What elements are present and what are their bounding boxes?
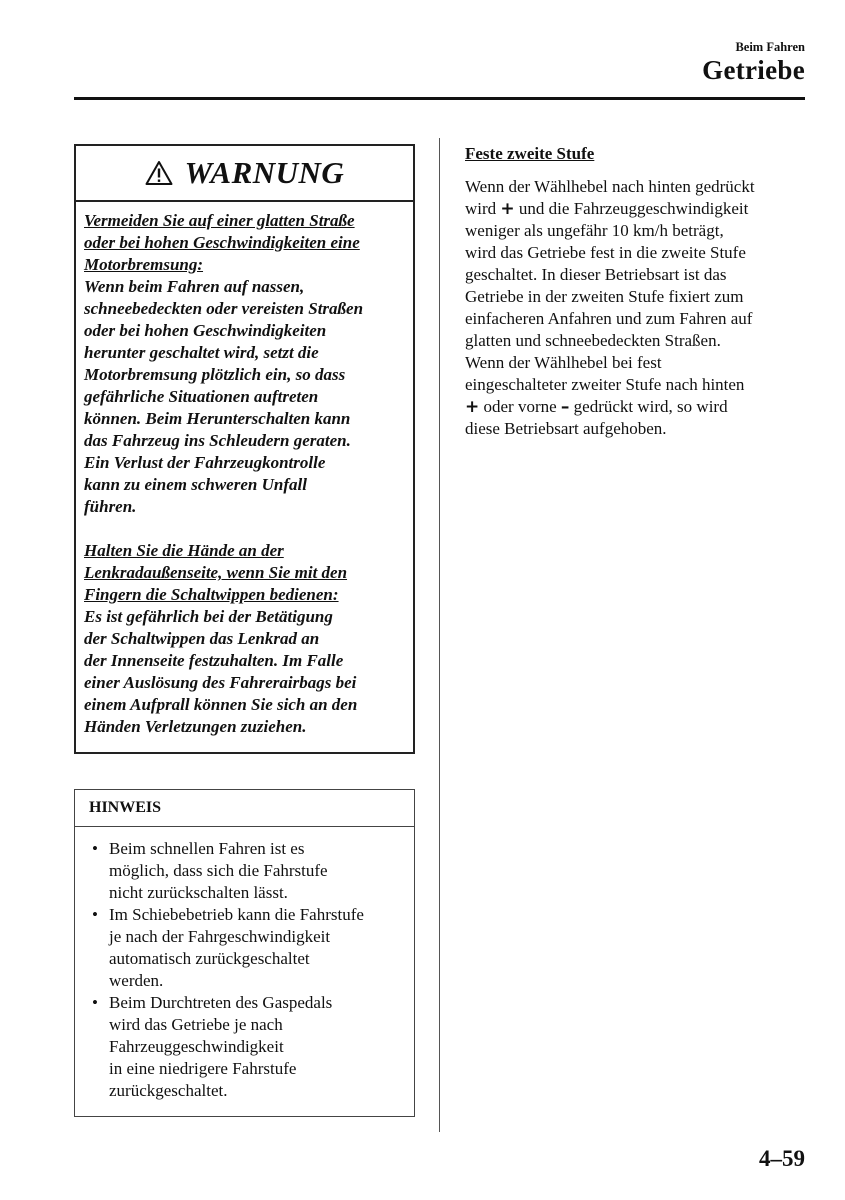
body-line: einfacheren Anfahren und zum Fahren auf	[465, 309, 753, 328]
warning-block-1	[84, 210, 405, 518]
warning-text-line: gefährliche Situationen auftreten	[84, 387, 319, 406]
warning-heading-line: Halten Sie die Hände an der	[84, 541, 284, 560]
warning-body	[76, 202, 413, 738]
warning-text-line: der Schaltwippen das Lenkrad an	[84, 629, 320, 648]
warning-heading-line: Vermeiden Sie auf einer glatten Straße	[84, 211, 355, 230]
warning-box	[74, 144, 415, 754]
minus-symbol: –	[560, 397, 570, 417]
body-line	[465, 396, 805, 418]
note-title: HINWEIS	[75, 790, 414, 827]
body-line: wird das Getriebe fest in die zweite Stufe	[465, 243, 746, 262]
body-line: Getriebe in der zweiten Stufe fixiert zum	[465, 287, 744, 306]
body-line: geschaltet. In dieser Betriebsart ist das	[465, 265, 727, 284]
list-item	[89, 838, 404, 904]
warning-text-line: das Fahrzeug ins Schleudern geraten.	[84, 431, 351, 450]
body-line: Wenn der Wählhebel nach hinten gedrückt	[465, 177, 755, 196]
warning-text-line: einem Aufprall können Sie sich an den	[84, 695, 358, 714]
warning-heading-line: Motorbremsung:	[84, 255, 204, 274]
page-number: 4–59	[759, 1146, 805, 1171]
body-line: Wenn der Wählhebel bei fest	[465, 353, 662, 372]
section-header: Beim Fahren	[735, 40, 805, 54]
bullet-icon: •	[92, 905, 98, 924]
warning-text-line: Motorbremsung plötzlich ein, so dass	[84, 365, 346, 384]
body-line: eingeschalteter zweiter Stufe nach hinten	[465, 375, 745, 394]
warning-text-line: Ein Verlust der Fahrzeugkontrolle	[84, 453, 326, 472]
plus-symbol: +	[465, 397, 480, 417]
warning-heading-line: oder bei hohen Geschwindigkeiten eine	[84, 233, 360, 252]
section-heading: Feste zweite Stufe	[465, 144, 595, 163]
warning-text-line: können. Beim Herunterschalten kann	[84, 409, 351, 428]
section-body	[465, 176, 805, 440]
warning-text-line: Wenn beim Fahren auf nassen,	[84, 277, 305, 296]
warning-heading-line: Fingern die Schaltwippen bedienen:	[84, 585, 339, 604]
page-title: Getriebe	[702, 55, 805, 85]
warning-text-line: kann zu einem schweren Unfall	[84, 475, 307, 494]
plus-symbol: +	[500, 199, 515, 219]
note-item-text: Beim Durchtreten des Gaspedals wird das Getriebe je nach Fahrzeuggeschwindigkeit in eine niedrigere Fahrstufe zurückgeschaltet.	[109, 993, 333, 1100]
warning-block-2	[84, 540, 405, 738]
note-item-text: Im Schiebebetrieb kann die Fahrstufe je nach der Fahrgeschwindigkeit automatisch zurückgeschaltet werden.	[109, 905, 364, 990]
bullet-icon: •	[92, 993, 98, 1012]
right-column	[465, 143, 805, 440]
warning-header	[76, 146, 413, 202]
warning-text-line: Händen Verletzungen zuziehen.	[84, 717, 307, 736]
warning-text-line: Es ist gefährlich bei der Betätigung	[84, 607, 333, 626]
body-text: gedrückt wird, so wird	[569, 397, 728, 416]
note-box	[74, 789, 415, 1117]
list-item	[89, 992, 404, 1102]
warning-text-line: einer Auslösung des Fahrerairbags bei	[84, 673, 357, 692]
body-line	[465, 198, 805, 220]
body-line: diese Betriebsart aufgehoben.	[465, 419, 667, 438]
warning-text-line: oder bei hohen Geschwindigkeiten	[84, 321, 327, 340]
warning-text-line: führen.	[84, 497, 137, 516]
warning-text-line: schneebedeckten oder vereisten Straßen	[84, 299, 364, 318]
warning-triangle-icon	[145, 160, 173, 186]
body-text: und die Fahrzeuggeschwindigkeit	[514, 199, 749, 218]
note-list	[75, 827, 414, 1102]
warning-heading-line: Lenkradaußenseite, wenn Sie mit den	[84, 563, 348, 582]
warning-title: WARNUNG	[184, 155, 345, 190]
body-text: wird	[465, 199, 501, 218]
warning-text-line: der Innenseite festzuhalten. Im Falle	[84, 651, 344, 670]
bullet-icon: •	[92, 839, 98, 858]
list-item	[89, 904, 404, 992]
body-line: weniger als ungefähr 10 km/h beträgt,	[465, 221, 724, 240]
column-divider	[439, 138, 440, 1132]
warning-text-line: herunter geschaltet wird, setzt die	[84, 343, 319, 362]
header-divider	[74, 97, 805, 100]
body-line: glatten und schneebedeckten Straßen.	[465, 331, 721, 350]
body-text: oder vorne	[479, 397, 561, 416]
note-item-text: Beim schnellen Fahren ist es möglich, dass sich die Fahrstufe nicht zurückschalten lässt.	[109, 839, 328, 902]
